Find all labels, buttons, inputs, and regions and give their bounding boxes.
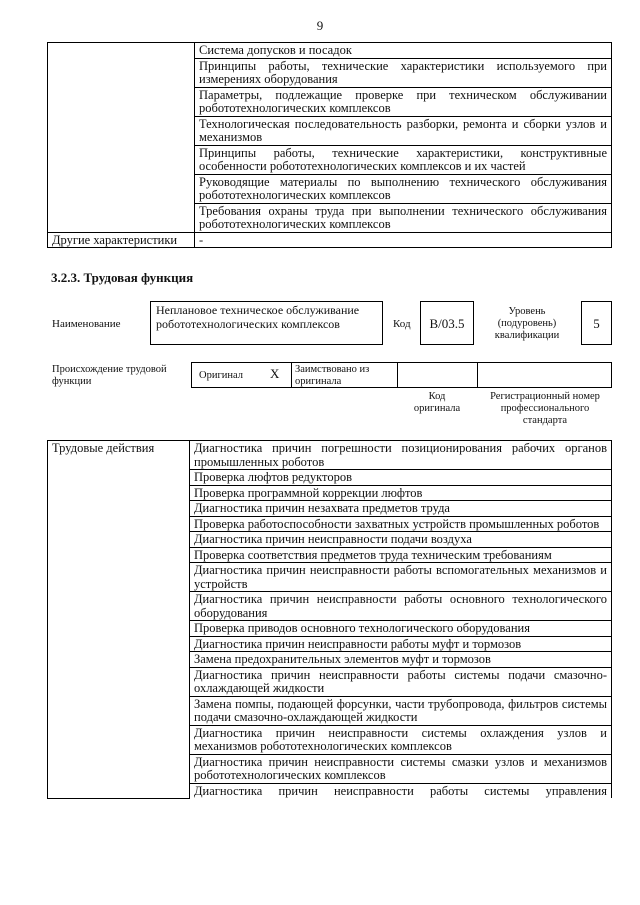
labor-action-item: Диагностика причин неисправности работы муфт и тормозов [190,636,612,652]
level-label: Уровень (подуровень) квалификации [494,306,560,341]
origin-label: Происхождение трудовой функции [52,364,167,387]
code-caption: Код оригинала [413,391,461,414]
original-label: Оригинал [199,370,243,381]
code-box: B/03.5 [420,301,474,345]
table-row [48,43,612,59]
labor-action-item: Проверка соответствия предметов труда техническим требованиям [190,547,612,563]
other-characteristics-label: Другие характеристики [48,232,195,248]
labor-action-item: Диагностика причин неисправности работы системы управления [190,783,612,798]
knowledge-item: Система допусков и посадок [195,43,612,59]
knowledge-item: Требования охраны труда при выполнении технического обслуживания робототехнологических комплексов [195,203,612,232]
labor-action-item: Диагностика причин неисправности работы основного технологического оборудования [190,592,612,621]
labor-action-item: Проверка программной коррекции люфтов [190,485,612,501]
labor-action-item: Проверка работоспособности захватных устройств промышленных роботов [190,516,612,532]
labor-action-item: Замена помпы, подающей форсунки, части трубопровода, фильтров системы подачи смазочно-охлаждающей жидкости [190,696,612,725]
origin-code-cell [397,362,478,388]
knowledge-table [47,42,612,248]
labor-action-item: Проверка люфтов редукторов [190,470,612,486]
knowledge-item: Параметры, подлежащие проверке при техническом обслуживании робототехнологических комплексов [195,87,612,116]
other-characteristics-value: - [195,232,612,248]
name-label: Наименование [52,318,121,330]
knowledge-item: Руководящие материалы по выполнению технического обслуживания робототехнологических комплексов [195,174,612,203]
labor-action-item: Диагностика причин неисправности работы системы подачи смазочно-охлаждающей жидкости [190,667,612,696]
labor-actions-label: Трудовые действия [48,441,190,799]
section-title: 3.2.3. Трудовая функция [51,270,194,285]
labor-actions-table [47,440,612,799]
labor-action-item: Диагностика причин неисправности работы вспомогательных механизмов и устройств [190,563,612,592]
table-row [48,232,612,248]
page-number: 9 [316,18,324,33]
labor-action-item: Проверка приводов основного технологического оборудования [190,621,612,637]
knowledge-item: Принципы работы, технические характеристики используемого при измерениях оборудования [195,58,612,87]
labor-action-item: Диагностика причин неисправности подачи воздуха [190,532,612,548]
function-name-box: Неплановое техническое обслуживание робототехнологических комплексов [150,301,383,345]
code-label: Код [393,318,411,330]
level-box: 5 [581,301,612,345]
labor-action-item: Диагностика причин незахвата предметов труда [190,501,612,517]
original-mark: X [270,366,280,381]
labor-action-item: Диагностика причин неисправности системы смазки узлов и механизмов робототехнологических комплексов [190,754,612,783]
borrowed-cell: Заимствовано из оригинала [291,362,398,388]
registration-caption: Регистрационный номер профессионального стандарта [490,391,600,426]
knowledge-label-cell [48,43,195,233]
original-cell [191,362,292,388]
labor-action-item: Диагностика причин погрешности позиционирования рабочих органов промышленных роботов [190,441,612,470]
labor-action-item: Диагностика причин неисправности системы охлаждения узлов и механизмов робототехнологических комплексов [190,725,612,754]
knowledge-item: Технологическая последовательность разборки, ремонта и сборки узлов и механизмов [195,116,612,145]
knowledge-item: Принципы работы, технические характеристики, конструктивные особенности робототехнологических комплексов и их частей [195,145,612,174]
labor-action-item: Замена предохранительных элементов муфт и тормозов [190,652,612,668]
table-row [48,441,612,470]
registration-number-cell [477,362,612,388]
